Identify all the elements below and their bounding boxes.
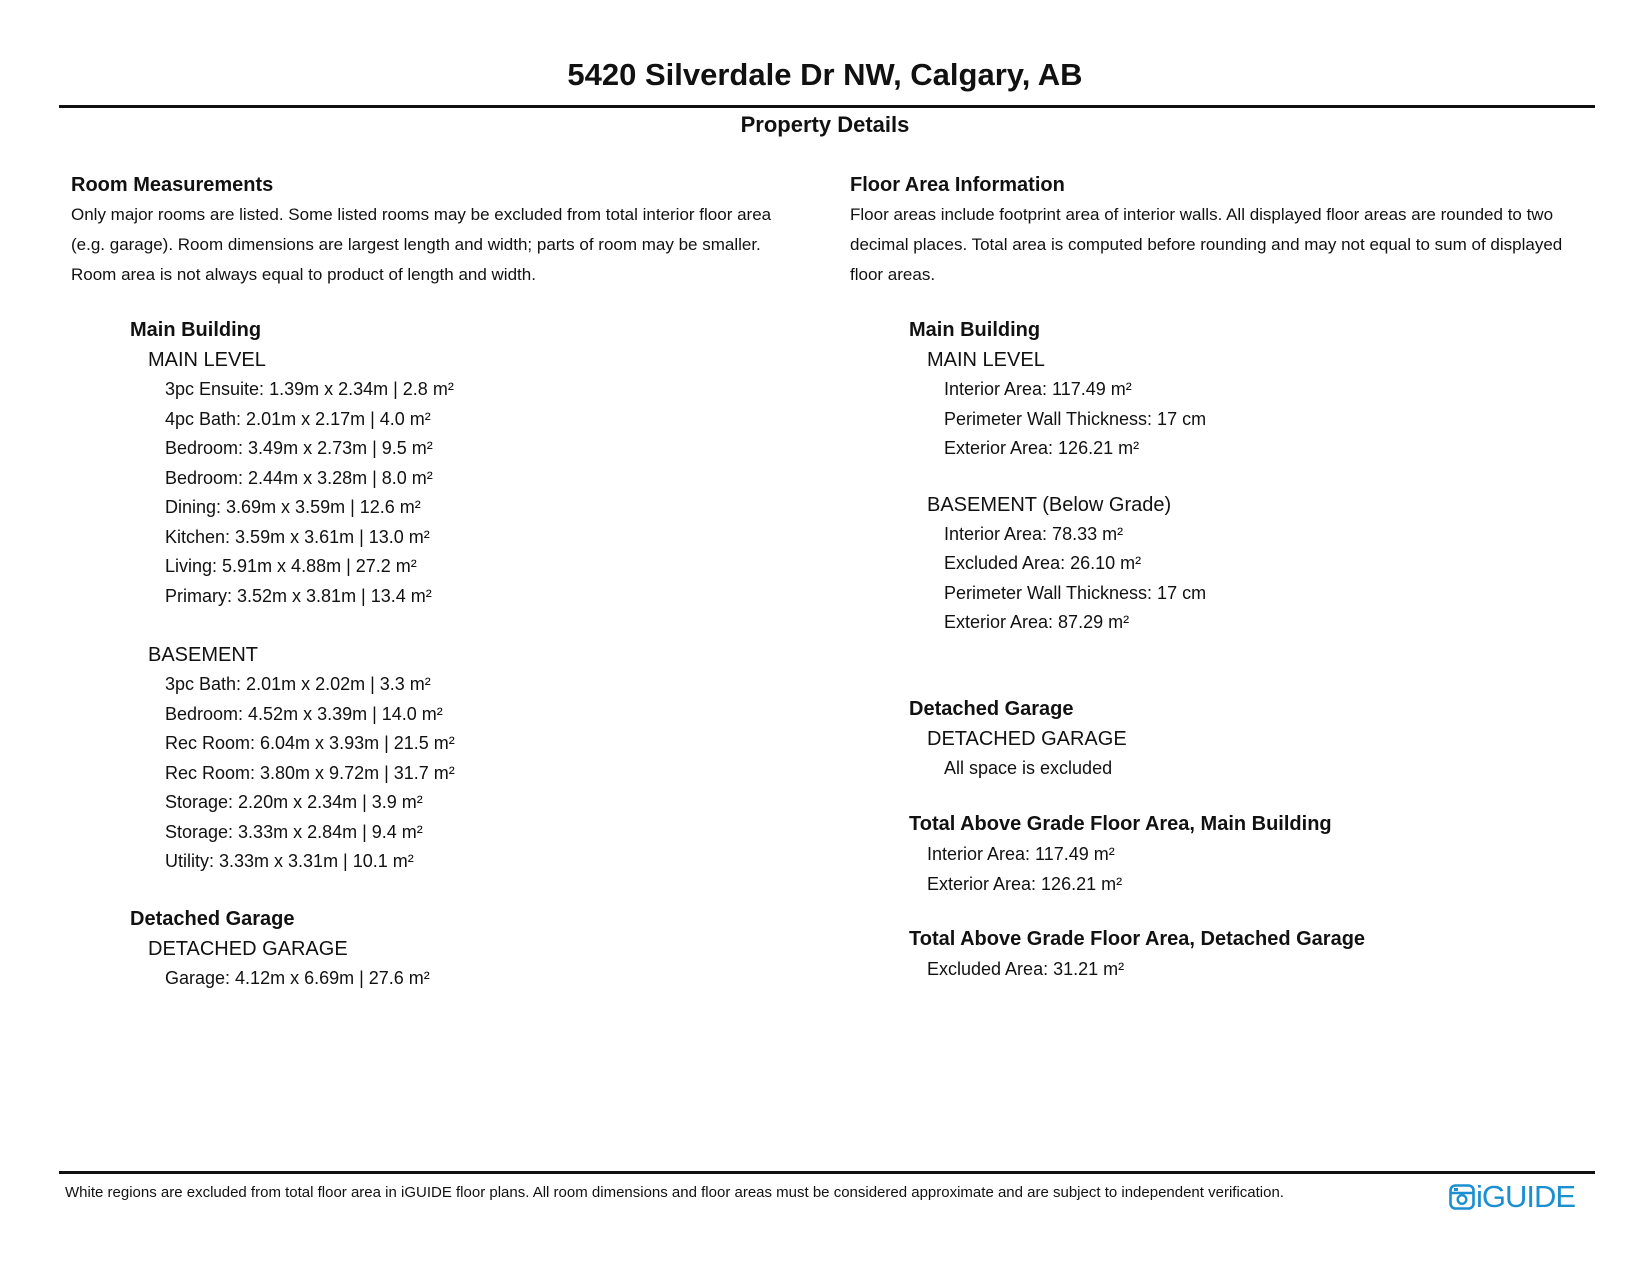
- floor-area-intro: [850, 200, 1610, 290]
- floor-area-title: Floor Area Information: [850, 174, 1065, 196]
- room-measurements-intro: [71, 200, 811, 290]
- camera-icon: [1449, 1184, 1475, 1210]
- main-building-heading: Main Building: [909, 319, 1041, 341]
- room-entry: Kitchen: 3.59m x 3.61m | 13.0 m²: [165, 526, 430, 547]
- room-entry: 3pc Ensuite: 1.39m x 2.34m | 2.8 m²: [165, 379, 454, 399]
- logo-text: iGUIDE: [1476, 1179, 1576, 1214]
- room-entry: Dining: 3.69m x 3.59m | 12.6 m²: [165, 497, 421, 517]
- footer-divider: [59, 1171, 1595, 1174]
- room-entry: Bedroom: 2.44m x 3.28m | 8.0 m²: [165, 467, 433, 488]
- room-entry: Utility: 3.33m x 3.31m | 10.1 m²: [165, 851, 414, 871]
- room-measurements-title: Room Measurements: [71, 174, 274, 196]
- area-entry: Perimeter Wall Thickness: 17 cm: [944, 408, 1207, 429]
- iguide-logo: [1449, 1181, 1584, 1215]
- intro-line: Only major rooms are listed. Some listed rooms may be excluded from total interior floor area: [71, 205, 772, 224]
- main-level-room-list: [71, 375, 811, 611]
- room-entry: Primary: 3.52m x 3.81m | 13.4 m²: [165, 585, 432, 606]
- area-entry: Interior Area: 117.49 m²: [944, 379, 1132, 399]
- intro-line: decimal places. Total area is computed before rounding and may not equal to sum of displayed: [850, 235, 1563, 254]
- area-entry: Exterior Area: 87.29 m²: [944, 612, 1130, 632]
- room-entry: Rec Room: 6.04m x 3.93m | 21.5 m²: [165, 733, 455, 753]
- detached-garage-level-heading: DETACHED GARAGE: [927, 727, 1127, 750]
- room-entry: Bedroom: 3.49m x 2.73m | 9.5 m²: [165, 438, 433, 458]
- detached-garage-heading: Detached Garage: [130, 907, 295, 930]
- intro-line: Room area is not always equal to product of length and width.: [71, 265, 536, 284]
- area-entry: All space is excluded: [944, 757, 1113, 778]
- area-entry: Interior Area: 78.33 m²: [944, 523, 1124, 544]
- room-entry: 4pc Bath: 2.01m x 2.17m | 4.0 m²: [165, 408, 431, 429]
- detached-garage-level-heading: DETACHED GARAGE: [148, 937, 348, 960]
- room-entry: 3pc Bath: 2.01m x 2.02m | 3.3 m²: [165, 674, 431, 694]
- basement-room-list: [71, 670, 811, 877]
- main-level-heading: MAIN LEVEL: [927, 349, 1045, 371]
- room-entry: Rec Room: 3.80m x 9.72m | 31.7 m²: [165, 762, 455, 783]
- intro-line: Floor areas include footprint area of interior walls. All displayed floor areas are rounded to two: [850, 205, 1554, 224]
- detached-garage-heading: Detached Garage: [909, 697, 1074, 720]
- main-level-heading: MAIN LEVEL: [148, 349, 266, 371]
- area-entry: Perimeter Wall Thickness: 17 cm: [944, 582, 1207, 603]
- room-measurements-section: [71, 172, 811, 993]
- main-building-heading: Main Building: [130, 319, 262, 341]
- total-garage-heading: Total Above Grade Floor Area, Detached Garage: [909, 928, 1366, 950]
- room-entry: Living: 5.91m x 4.88m | 27.2 m²: [165, 556, 417, 576]
- room-entry: Storage: 3.33m x 2.84m | 9.4 m²: [165, 821, 423, 842]
- basement-heading: BASEMENT: [148, 644, 259, 666]
- intro-line: floor areas.: [850, 265, 936, 284]
- area-entry: Exterior Area: 126.21 m²: [927, 874, 1123, 894]
- footer-note: White regions are excluded from total floor area in iGUIDE floor plans. All room dimensions and floor areas must be considered approximate and are subject to independent verification.: [65, 1184, 1284, 1201]
- area-entry: Excluded Area: 31.21 m²: [927, 959, 1125, 979]
- floor-area-section: [850, 172, 1610, 984]
- basement-heading: BASEMENT (Below Grade): [927, 493, 1172, 516]
- intro-line: (e.g. garage). Room dimensions are largest length and width; parts of room may be smaller.: [71, 235, 761, 254]
- total-main-heading: Total Above Grade Floor Area, Main Building: [909, 813, 1332, 835]
- room-entry: Bedroom: 4.52m x 3.39m | 14.0 m²: [165, 703, 443, 724]
- area-entry: Interior Area: 117.49 m²: [927, 844, 1115, 864]
- area-entry: Exterior Area: 126.21 m²: [944, 438, 1140, 458]
- room-entry: Garage: 4.12m x 6.69m | 27.6 m²: [165, 967, 430, 988]
- page-title: 5420 Silverdale Dr NW, Calgary, AB: [567, 57, 1083, 92]
- room-entry: Storage: 2.20m x 2.34m | 3.9 m²: [165, 792, 423, 812]
- title-divider: [59, 105, 1595, 108]
- area-entry: Excluded Area: 26.10 m²: [944, 553, 1142, 573]
- page-subtitle: Property Details: [740, 112, 910, 137]
